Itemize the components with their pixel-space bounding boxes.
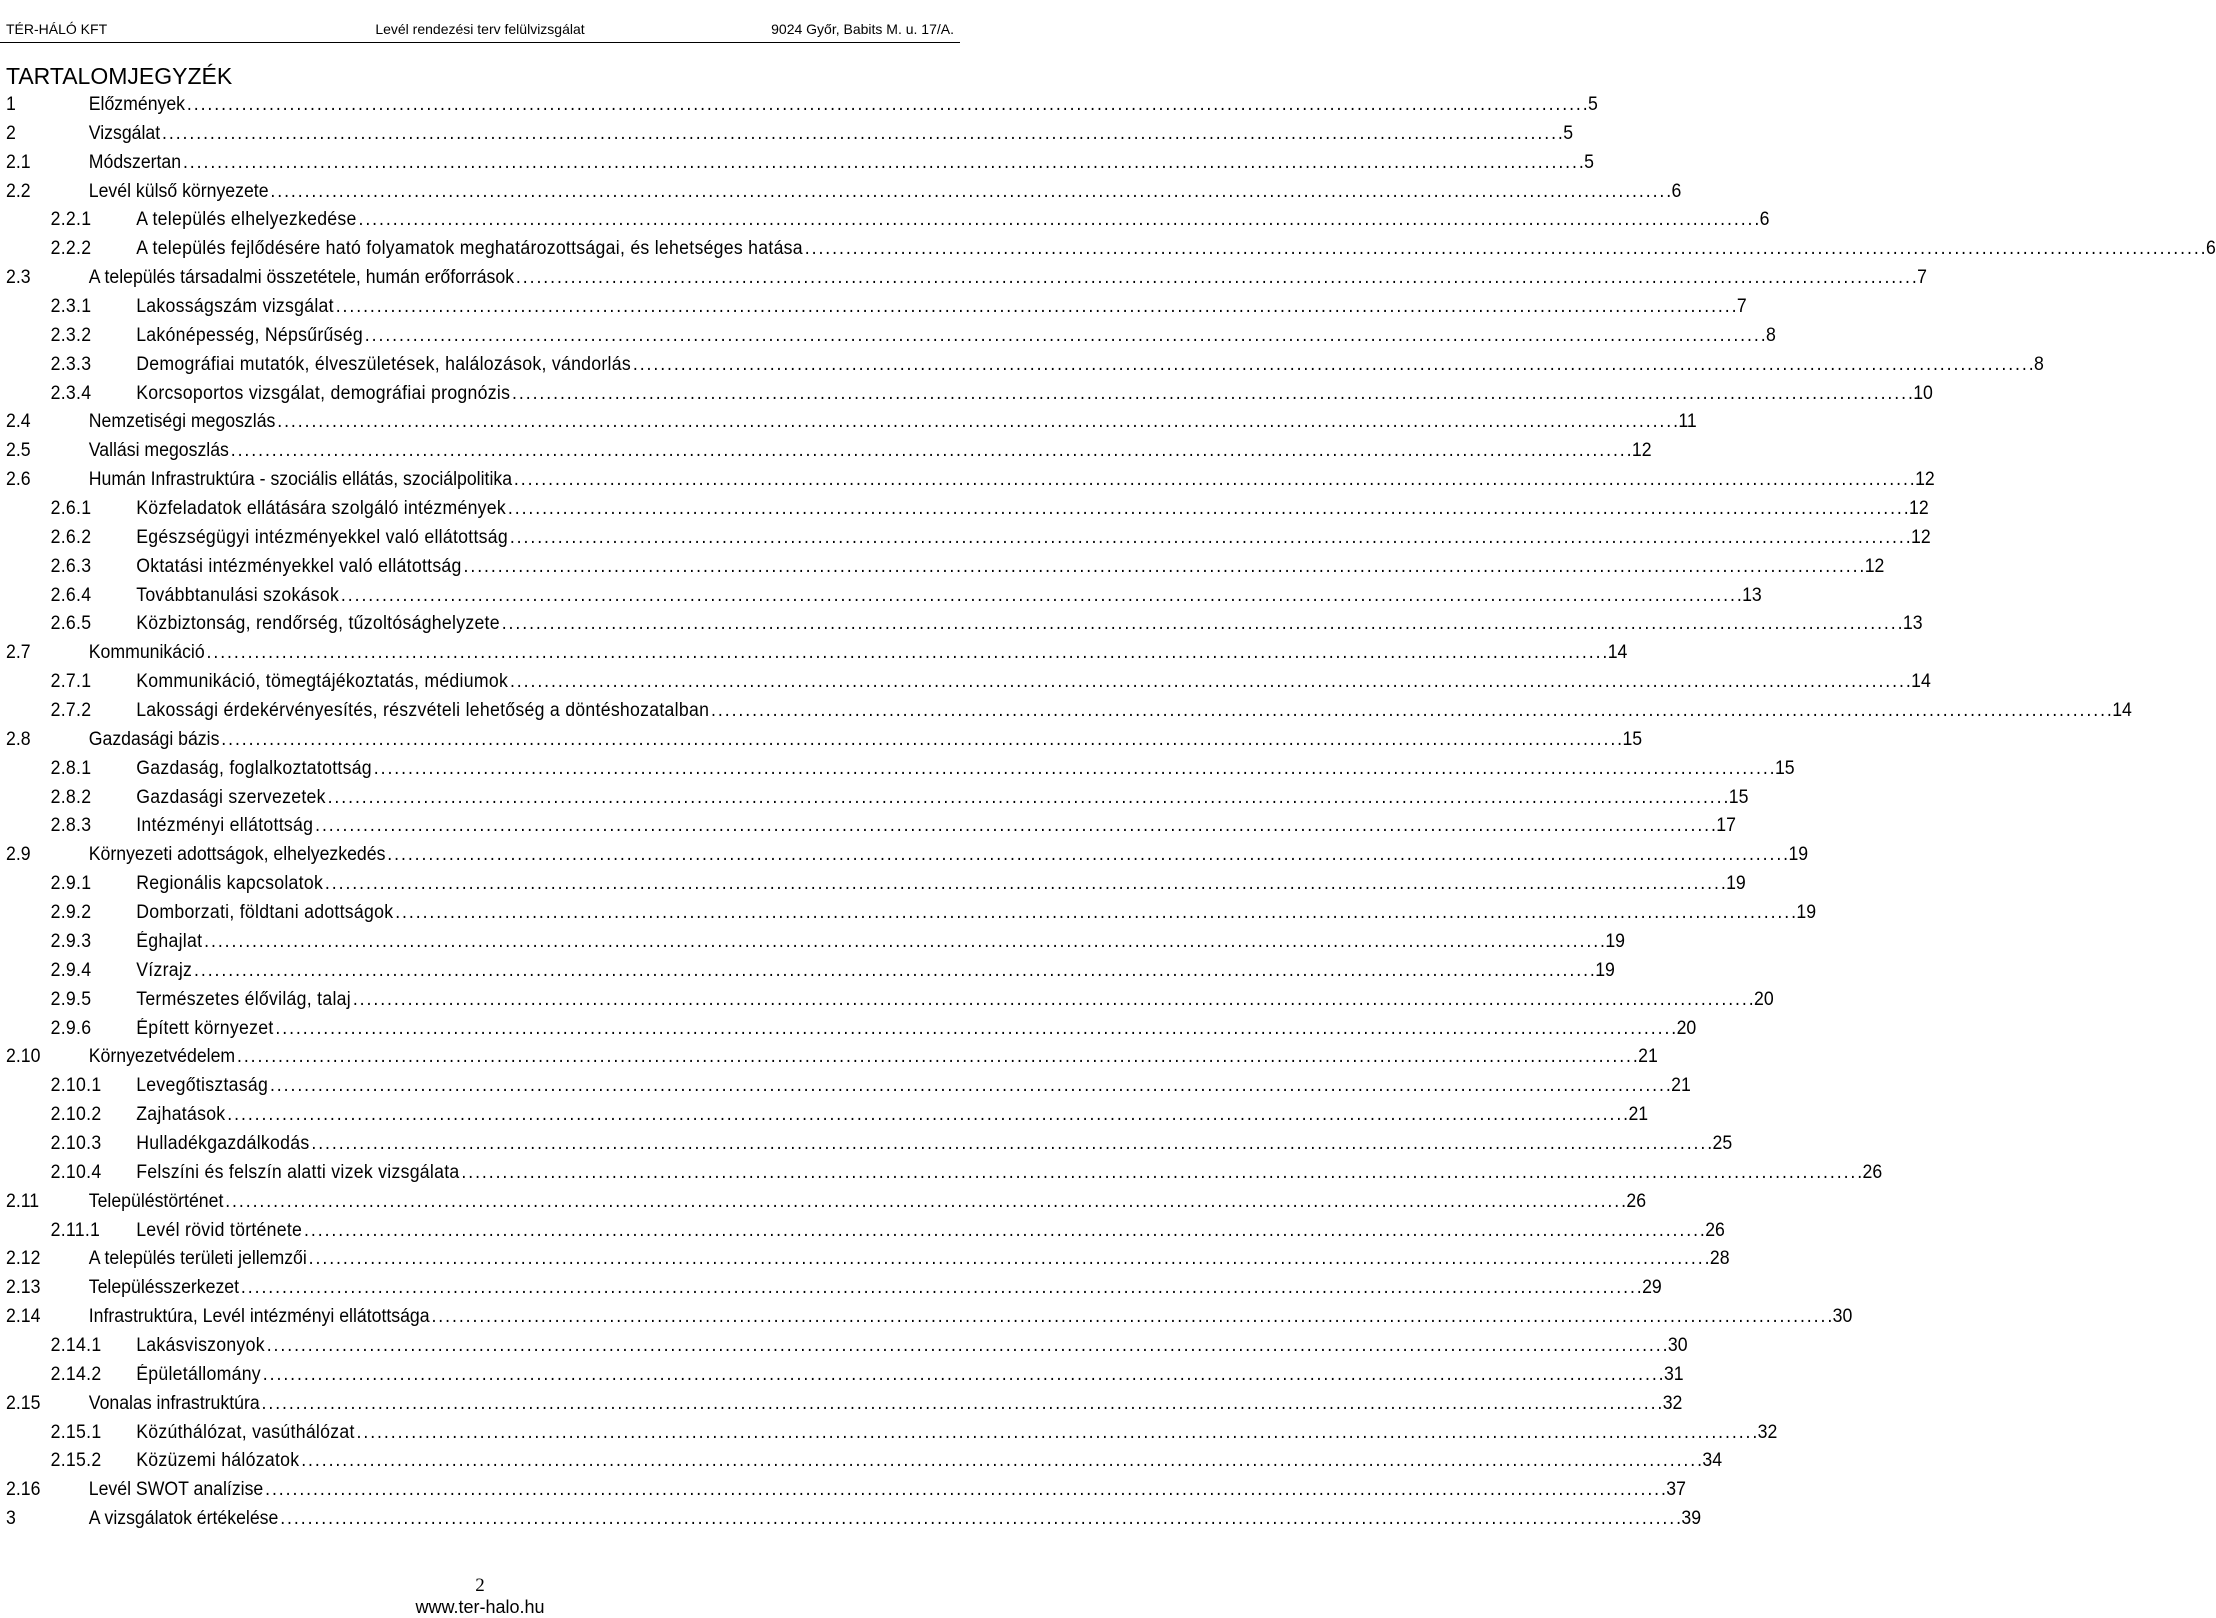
toc-entry-page: 5 [1584,151,1594,173]
toc-dot-leader [207,639,1606,668]
footer-url[interactable]: www.ter-halo.hu [415,1597,545,1617]
toc-dot-leader [353,986,1752,1015]
toc-entry[interactable] [6,466,1935,495]
toc-dot-leader [225,1188,1624,1217]
toc-entry-number: 2.15.1 [50,1421,102,1443]
toc-entry-title: A vizsgálatok értékelése [88,1508,279,1530]
toc-dot-leader [514,466,1913,495]
toc-dot-leader [275,1015,1674,1044]
toc-entry-title: Levél külső környezete [88,180,269,202]
toc-entry[interactable] [6,1447,1723,1476]
toc-entry[interactable] [6,1361,1684,1390]
toc-entry-page: 32 [1757,1421,1778,1443]
toc-dot-leader [365,322,1764,351]
toc-entry-page: 14 [1607,642,1628,664]
toc-entry-number: 2.3.1 [50,296,92,318]
toc-entry-title: Előzmények [88,94,186,115]
toc-entry[interactable] [6,1274,1662,1303]
toc-entry-title: Regionális kapcsolatok [136,873,324,895]
toc-entry-page: 39 [1681,1508,1702,1530]
toc-entry-page: 5 [1588,94,1598,115]
toc-entry[interactable] [6,1505,1702,1534]
toc-entry-number: 2.9.4 [50,959,92,981]
toc-entry[interactable] [6,293,1747,322]
toc-entry-number: 2.12 [6,1248,41,1270]
toc-entry[interactable] [6,784,1749,813]
toc-entry-page: 26 [1705,1219,1725,1241]
toc-entry-number: 2.14.2 [50,1363,102,1385]
toc-entry[interactable] [6,928,1625,957]
toc-entry[interactable] [6,524,1931,553]
toc-entry-number: 2.9.2 [50,902,92,924]
toc-entry-title: Éghajlat [136,930,203,952]
toc-dot-leader [309,1245,1708,1274]
toc-dot-leader [204,928,1603,957]
toc-entry[interactable] [6,1072,1691,1101]
toc-entry-title: Közfeladatok ellátására szolgáló intézmények [136,498,507,520]
toc-entry[interactable] [6,812,1736,841]
toc-entry-title: Természetes élővilág, talaj [136,988,351,1010]
toc-entry-number: 2.8.1 [50,757,92,779]
toc-entry-title: Közüzemi hálózatok [136,1450,300,1472]
toc-entry[interactable] [6,1332,1688,1361]
toc-entry-title: Épített környezet [136,1017,274,1039]
toc-entry-page: 21 [1638,1046,1658,1068]
toc-dot-leader [512,380,1911,409]
toc-dot-leader [325,870,1724,899]
toc-entry-title: Kommunikáció, tömegtájékoztatás, médiumok [136,671,509,693]
toc-entry[interactable] [6,726,1643,755]
page-number: 2 [475,1575,485,1596]
toc-entry-number: 2.7.2 [50,700,92,722]
toc-dot-leader [395,899,1794,928]
toc-dot-leader [162,120,1561,149]
toc-entry[interactable] [6,582,1762,611]
toc-entry[interactable] [6,1188,1647,1217]
toc-dot-leader [227,1101,1626,1130]
toc-entry-page: 20 [1754,988,1774,1010]
toc-entry-page: 6 [1671,180,1682,202]
toc-entry[interactable] [6,495,1929,524]
toc-entry-title: Domborzati, földtani adottságok [136,902,394,924]
toc-entry-page: 30 [1667,1334,1688,1356]
toc-entry-title: Levél SWOT analízise [88,1479,264,1501]
toc-entry[interactable] [6,755,1795,784]
toc-entry-number: 2.8.2 [50,786,92,808]
toc-dot-leader [633,351,2032,380]
toc-dot-leader [265,1476,1664,1505]
toc-entry-number: 2.3.4 [50,382,92,404]
toc-entry-number: 2.1 [6,151,31,173]
toc-entry-page: 31 [1663,1363,1684,1385]
company-name: TÉR-HÁLÓ KFT [6,21,108,37]
toc-entry-page: 21 [1671,1075,1691,1097]
toc-entry-page: 21 [1628,1104,1649,1126]
toc-entry-page: 26 [1626,1190,1647,1212]
toc-entry[interactable] [6,1390,1683,1419]
toc-entry-title: Felszíni és felszín alatti vizek vizsgálata [136,1161,460,1183]
toc-entry-number: 2.6.5 [50,613,92,635]
toc-entry-title: Környezeti adottságok, elhelyezkedés [88,844,386,866]
toc-entry-title: Demográfiai mutatók, élveszületések, halálozások, vándorlás [136,353,631,375]
toc-entry-title: Környezetvédelem [88,1046,236,1068]
toc-entry-number: 2.7 [6,642,31,664]
toc-entry[interactable] [6,380,1933,409]
toc-dot-leader [270,178,1669,207]
toc-entry-page: 15 [1728,786,1749,808]
toc-entry-number: 2.3.2 [50,324,92,346]
toc-entry-page: 12 [1915,469,1935,491]
toc-entry[interactable] [6,408,1697,437]
toc-dot-leader [311,1130,1710,1159]
toc-dot-leader [277,408,1676,437]
toc-entry-title: A település fejlődésére ható folyamatok meghatározottságai, és lehetséges hatása [136,238,803,260]
toc-dot-leader [221,726,1620,755]
toc-entry[interactable] [6,120,1574,149]
toc-entry[interactable] [6,1130,1733,1159]
toc-entry-page: 13 [1742,584,1762,606]
toc-entry[interactable] [6,1303,1853,1332]
toc-entry-page: 10 [1913,382,1933,404]
toc-entry-page: 19 [1605,930,1625,952]
toc-entry-title: Továbbtanulási szokások [136,584,340,606]
toc-entry-page: 29 [1642,1277,1662,1299]
toc-dot-leader [270,1072,1669,1101]
toc-entry-title: Lakosságszám vizsgálat [136,296,334,318]
toc-entry-title: Gazdasági bázis [88,728,220,750]
toc-entry[interactable] [6,264,1927,293]
toc-dot-leader [267,1332,1666,1361]
toc-entry-title: Levél rövid története [136,1219,303,1241]
toc-dot-leader [231,437,1630,466]
toc-entry-page: 13 [1902,613,1923,635]
toc-entry-title: A település társadalmi összetétele, humán erőforrások [88,267,515,289]
toc-entry-number: 2.11 [6,1190,40,1212]
toc-entry[interactable] [6,1159,1883,1188]
toc-entry[interactable] [6,697,2132,726]
toc-entry-title: Településszerkezet [88,1277,240,1299]
toc-entry[interactable] [6,1476,1686,1505]
toc-entry-title: Lakossági érdekérvényesítés, részvételi lehetőség a döntéshozatalban [136,700,710,722]
toc-entry-title: Egészségügyi intézményekkel való ellátottság [136,526,508,548]
toc-entry[interactable] [6,235,2216,264]
toc-entry-page: 7 [1736,296,1747,318]
toc-entry-title: Lakónépesség, Népsűrűség [136,324,363,346]
toc-entry[interactable] [6,1015,1697,1044]
toc-entry[interactable] [6,841,1809,870]
toc-entry-number: 2.6.2 [50,526,92,548]
toc-entry-number: 2.6.3 [50,555,92,577]
toc-dot-leader [194,957,1593,986]
toc-entry-title: Vallási megoszlás [88,440,229,462]
toc-dot-leader [461,1159,1860,1188]
document-title: Levél rendezési terv felülvizsgálat [375,21,585,37]
toc-entry-page: 6 [1759,209,1770,231]
toc-entry[interactable] [6,1245,1730,1274]
toc-entry-title: Gazdasági szervezetek [136,786,326,808]
toc-entry-title: Vizsgálat [88,122,161,144]
toc-entry-page: 20 [1676,1017,1697,1039]
toc-entry[interactable] [6,668,1931,697]
toc-entry-title: Intézményi ellátottság [136,815,314,837]
toc-entry-page: 12 [1864,555,1885,577]
toc-entry-number: 1 [6,94,16,115]
table-of-contents [6,91,2216,1534]
toc-dot-leader [374,755,1773,784]
toc-dot-leader [280,1505,1679,1534]
toc-entry-title: Vízrajz [136,959,193,981]
toc-dot-leader [510,524,1909,553]
toc-entry-number: 2.8 [6,728,31,750]
toc-dot-leader [431,1303,1830,1332]
toc-dot-leader [357,1419,1756,1448]
toc-entry[interactable] [6,206,1770,235]
toc-entry-title: Hulladékgazdálkodás [136,1132,310,1154]
toc-entry-title: Közbiztonság, rendőrség, tűzoltósághelyzete [136,613,500,635]
toc-entry-title: Gazdaság, foglalkoztatottság [136,757,372,779]
toc-entry-page: 19 [1796,902,1817,924]
toc-entry-page: 8 [2034,353,2044,375]
toc-entry-number: 2.10.4 [50,1161,102,1183]
toc-entry[interactable] [6,610,1923,639]
toc-entry-title: Épületállomány [136,1363,261,1385]
toc-entry-title: Zajhatások [136,1104,226,1126]
toc-entry-number: 2.15.2 [50,1450,102,1472]
toc-dot-leader [358,206,1757,235]
toc-entry-page: 12 [1911,526,1931,548]
toc-entry-number: 2.5 [6,440,31,462]
toc-entry[interactable] [6,639,1628,668]
toc-entry-title: Humán Infrastruktúra - szociális ellátás, szociálpolitika [88,469,513,491]
toc-entry-page: 11 [1678,411,1697,433]
toc-entry[interactable] [6,1217,1725,1246]
toc-entry-title: A település elhelyezkedése [136,209,357,231]
toc-dot-leader [341,582,1740,611]
toc-entry-title: Korcsoportos vizsgálat, demográfiai prognózis [136,382,511,404]
toc-entry[interactable] [6,1043,1658,1072]
toc-entry-title: Nemzetiségi megoszlás [88,411,276,433]
toc-entry[interactable] [6,899,1817,928]
toc-dot-leader [387,841,1786,870]
toc-dot-leader [464,553,1863,582]
toc-dot-leader [336,293,1735,322]
toc-dot-leader [262,1390,1661,1419]
toc-entry-number: 2.6.1 [50,498,92,520]
toc-entry-number: 2.9.5 [50,988,92,1010]
toc-dot-leader [315,812,1714,841]
toc-entry-number: 2.3 [6,267,31,289]
toc-dot-leader [711,697,2110,726]
toc-entry-page: 17 [1716,815,1736,837]
toc-entry-page: 5 [1563,122,1574,144]
toc-entry-number: 2 [6,122,16,144]
toc-entry-number: 2.7.1 [50,671,92,693]
toc-entry-title: Vonalas infrastruktúra [88,1392,260,1414]
toc-entry-number: 2.3.3 [50,353,92,375]
toc-entry-title: Településtörténet [88,1190,224,1212]
toc-entry-page: 14 [2112,700,2132,722]
toc-entry[interactable] [6,351,2044,380]
toc-entry-number: 2.9 [6,844,31,866]
toc-entry-page: 6 [2205,238,2216,260]
toc-heading: TARTALOMJEGYZÉK [6,63,233,89]
toc-entry-number: 2.2.1 [50,209,92,231]
toc-entry-page: 15 [1774,757,1795,779]
toc-entry[interactable] [6,1101,1649,1130]
toc-dot-leader [241,1274,1640,1303]
toc-entry-number: 2.14.1 [50,1334,102,1356]
toc-entry-page: 26 [1862,1161,1883,1183]
toc-entry-number: 2.13 [6,1277,41,1299]
toc-entry-page: 37 [1666,1479,1686,1501]
toc-entry-number: 2.2 [6,180,31,202]
toc-entry[interactable] [6,870,1746,899]
toc-entry[interactable] [6,986,1774,1015]
company-address: 9024 Győr, Babits M. u. 17/A. [771,21,954,37]
toc-entry-page: 19 [1788,844,1809,866]
toc-entry[interactable] [6,91,1598,120]
toc-entry-title: Lakásviszonyok [136,1334,265,1356]
toc-entry[interactable] [6,322,1776,351]
toc-entry-title: Közúthálózat, vasúthálózat [136,1421,355,1443]
toc-entry-number: 2.4 [6,411,31,433]
toc-entry-number: 2.6.4 [50,584,92,606]
toc-entry-number: 2.2.2 [50,238,92,260]
toc-entry-title: A település területi jellemzői [88,1248,307,1270]
page-header [0,0,960,43]
toc-entry-page: 14 [1911,671,1931,693]
toc-entry-page: 15 [1622,728,1643,750]
toc-entry[interactable] [6,1419,1778,1448]
toc-dot-leader [301,1447,1700,1476]
toc-entry-number: 2.8.3 [50,815,92,837]
toc-dot-leader [508,495,1907,524]
toc-entry-number: 2.9.1 [50,873,92,895]
toc-dot-leader [502,610,1901,639]
toc-dot-leader [263,1361,1662,1390]
toc-entry-number: 2.6 [6,469,31,491]
toc-entry-page: 12 [1631,440,1652,462]
toc-entry[interactable] [6,178,1682,207]
toc-dot-leader [237,1043,1636,1072]
toc-dot-leader [304,1217,1703,1246]
toc-entry[interactable] [6,437,1652,466]
toc-entry-page: 7 [1917,267,1927,289]
toc-entry[interactable] [6,957,1615,986]
toc-entry-number: 2.10.3 [50,1132,102,1154]
toc-entry-title: Levegőtisztaság [136,1075,269,1097]
toc-dot-leader [510,668,1909,697]
toc-entry[interactable] [6,553,1885,582]
toc-entry-page: 19 [1595,959,1615,981]
toc-dot-leader [183,149,1582,178]
toc-entry-page: 32 [1662,1392,1683,1414]
toc-entry-page: 19 [1726,873,1746,895]
toc-entry-title: Módszertan [88,151,182,173]
toc-dot-leader [187,91,1586,120]
toc-entry-page: 34 [1702,1450,1723,1472]
toc-entry-title: Infrastruktúra, Levél intézményi ellátottsága [88,1306,430,1328]
toc-dot-leader [805,235,2204,264]
toc-entry-title: Oktatási intézményekkel való ellátottság [136,555,462,577]
toc-entry-number: 2.10.2 [50,1104,102,1126]
toc-entry-page: 25 [1712,1132,1733,1154]
toc-entry-number: 2.11.1 [50,1219,101,1241]
toc-entry[interactable] [6,149,1594,178]
toc-entry-number: 2.15 [6,1392,41,1414]
toc-entry-page: 8 [1765,324,1776,346]
toc-dot-leader [516,264,1915,293]
toc-entry-number: 2.10 [6,1046,41,1068]
toc-entry-page: 28 [1709,1248,1730,1270]
toc-entry-page: 30 [1832,1306,1853,1328]
toc-entry-number: 3 [6,1508,16,1530]
toc-entry-number: 2.9.3 [50,930,92,952]
toc-entry-number: 2.14 [6,1306,41,1328]
toc-dot-leader [328,784,1727,813]
toc-entry-title: Kommunikáció [88,642,205,664]
toc-entry-number: 2.10.1 [50,1075,102,1097]
toc-entry-number: 2.9.6 [50,1017,92,1039]
toc-entry-number: 2.16 [6,1479,41,1501]
toc-entry-page: 12 [1909,498,1929,520]
